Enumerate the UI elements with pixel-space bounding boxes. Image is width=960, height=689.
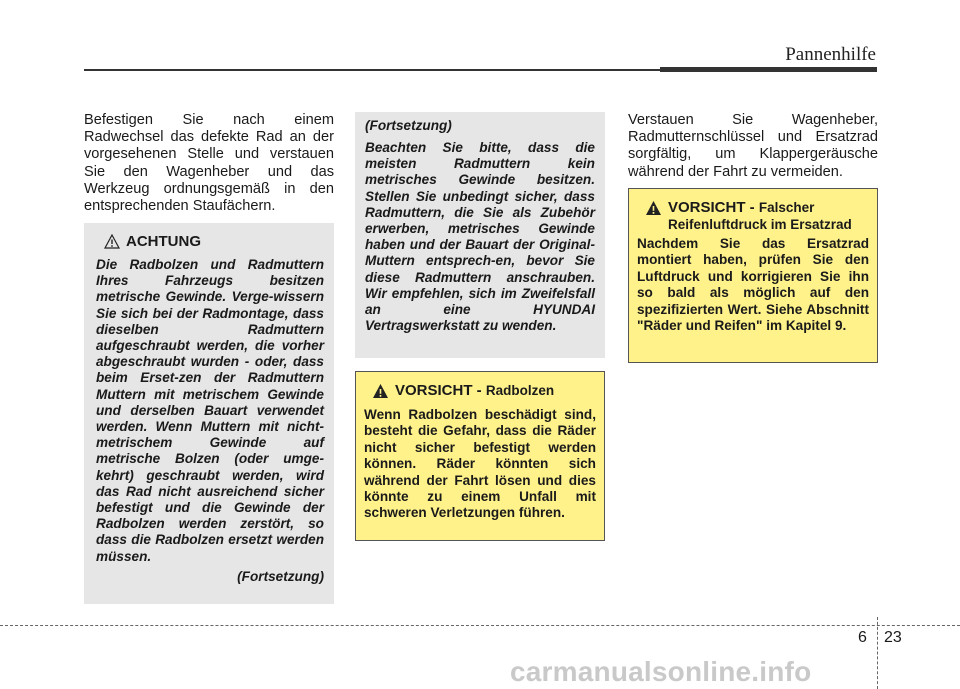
vorsicht-radbolzen-header bbox=[372, 382, 596, 404]
page-number: 23 bbox=[884, 629, 902, 646]
vorsicht-reifen-title: VORSICHT - Falscher Reifenluftdruck im Ersatzrad bbox=[668, 199, 852, 232]
watermark: carmanualsonline.info bbox=[510, 656, 812, 687]
vorsicht-reifen-box bbox=[628, 188, 878, 363]
footer-dashed-divider bbox=[877, 617, 878, 689]
warning-triangle-filled-icon bbox=[372, 383, 389, 404]
vorsicht-reifen-header bbox=[645, 199, 869, 233]
left-paragraph: Befestigen Sie nach einem Radwechsel das defekte Rad an der vorgesehenen Stelle und verstauen Sie den Wagenheber und das Werkzeug ordnungsgemäß in den entsprechenden Staufächern. bbox=[84, 112, 334, 215]
footer-dashed-line bbox=[0, 625, 960, 626]
page-header-title: Pannenhilfe bbox=[785, 44, 876, 65]
achtung-body: Die Radbolzen und Radmuttern Ihres Fahrzeugs besitzen metrische Gewinde. Verge-wissern Sie sich bei der Radmontage, dass dieselben Radmuttern aufgeschraubt werden, die vorher abgeschraubt wurden - oder, dass beim Erset-zen der Radmuttern Muttern mit metrischem Gewinde und derselben Bauart verwendet werden. Wenn Muttern mit nicht-metrischem Gewinde auf metrische Bolzen (oder umge-kehrt) geschraubt werden, wird das Rad nicht ausreichend sicher befestigt und die Gewinde der Radbolzen werden zerstört, so dass die Radbolzen ersetzt werden müssen. bbox=[96, 257, 324, 564]
vorsicht-radbolzen-body: Wenn Radbolzen beschädigt sind, besteht die Gefahr, dass die Räder nicht sicher befestigt werden können. Räder könnten sich während der Fahrt lösen und dies könnte zu einem Unfall mit schweren Verletzungen führen. bbox=[364, 407, 596, 521]
warning-triangle-icon bbox=[104, 234, 120, 254]
achtung-header bbox=[104, 233, 324, 254]
continuation-box bbox=[355, 112, 605, 358]
vorsicht-reifen-body: Nachdem Sie das Ersatzrad montiert haben, prüfen Sie den Luftdruck und korrigieren Sie ihn so bald als möglich auf den spezifizierten Wert. Siehe Abschnitt "Räder und Reifen" im Kapitel 9. bbox=[637, 236, 869, 334]
achtung-box bbox=[84, 223, 334, 604]
achtung-continued: (Fortsetzung) bbox=[237, 568, 324, 584]
continuation-label: (Fortsetzung) bbox=[365, 118, 452, 133]
right-paragraph: Verstauen Sie Wagenheber, Radmutternschlüssel und Ersatzrad sorgfältig, um Klappergeräusche während der Fahrt zu vermeiden. bbox=[628, 112, 878, 180]
warning-triangle-filled-icon bbox=[645, 200, 662, 221]
chapter-number: 6 bbox=[858, 629, 867, 646]
continuation-body: Beachten Sie bitte, dass die meisten Radmuttern kein metrisches Gewinde besitzen. Stellen Sie unbedingt sicher, dass Radmuttern, die Sie als Zubehör erwerben, metrisches Gewinde haben und der Bauart der Original-Muttern entsprech-en, bevor Sie diese Radmuttern anschrauben. Wir empfehlen, sich im Zweifelsfall an eine HYUNDAI Vertragswerkstatt zu wenden. bbox=[365, 140, 595, 334]
vorsicht-radbolzen-title: VORSICHT - Radbolzen bbox=[395, 382, 555, 399]
header-rule-thin bbox=[84, 69, 664, 71]
header-rule-thick bbox=[660, 67, 877, 72]
achtung-title: ACHTUNG bbox=[126, 233, 201, 250]
vorsicht-radbolzen-box bbox=[355, 371, 605, 541]
